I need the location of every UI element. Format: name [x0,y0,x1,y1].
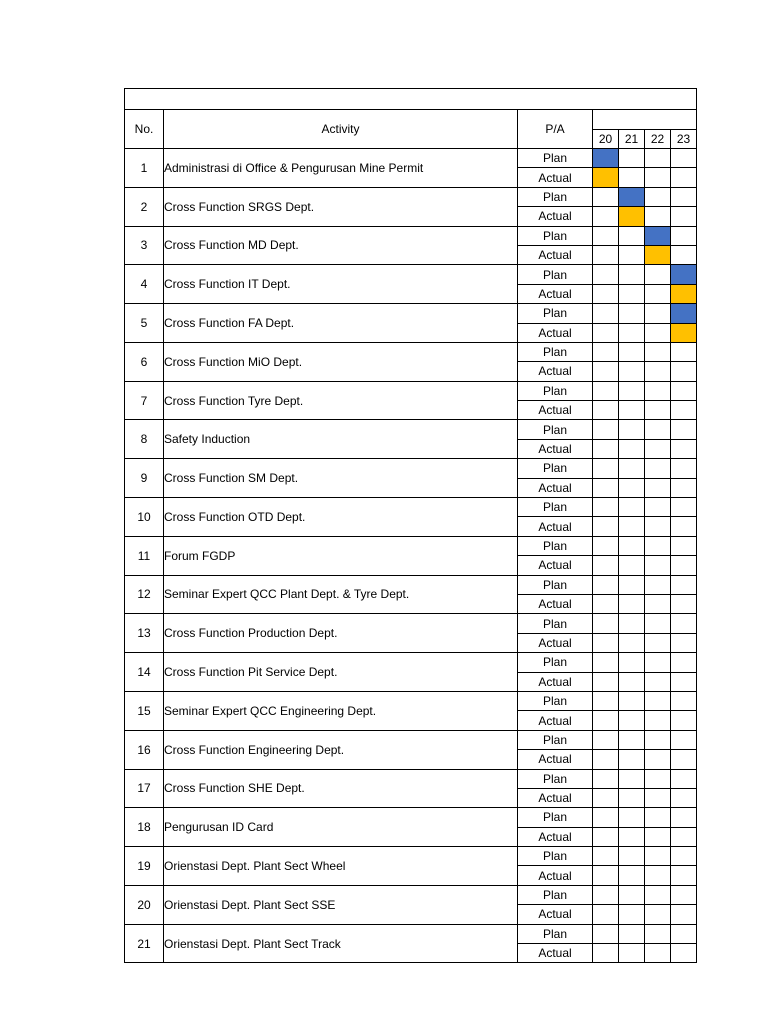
week-cell [593,847,619,866]
week-cell [619,788,645,807]
header-no: No. [125,110,164,149]
row-number: 13 [125,614,164,653]
week-cell [593,866,619,885]
plan-label: Plan [518,342,593,361]
week-cell [619,847,645,866]
week-cell [619,885,645,904]
actual-label: Actual [518,439,593,458]
week-cell [671,245,697,264]
week-cell [671,149,697,168]
week-cell [619,478,645,497]
week-cell [593,924,619,943]
week-cell [671,672,697,691]
week-cell [619,323,645,342]
actual-bar-cell [671,284,697,303]
week-cell [619,420,645,439]
table-row [125,847,697,866]
week-cell [645,498,671,517]
week-cell [619,614,645,633]
row-number: 7 [125,381,164,420]
week-cell [593,517,619,536]
week-cell [619,168,645,187]
week-cell [593,672,619,691]
week-cell [645,905,671,924]
activity-cell: Administrasi di Office & Pengurusan Mine Permit [164,149,518,188]
actual-bar-cell [619,207,645,226]
week-cell [593,614,619,633]
week-cell [645,323,671,342]
row-number: 21 [125,924,164,963]
week-cell [593,420,619,439]
week-cell [619,672,645,691]
week-cell [671,226,697,245]
week-cell [619,149,645,168]
week-cell [645,187,671,206]
week-cell [671,905,697,924]
week-cell [619,866,645,885]
header-week-group [593,110,697,130]
activity-cell: Cross Function MiO Dept. [164,342,518,381]
activity-cell: Seminar Expert QCC Plant Dept. & Tyre Dept. [164,575,518,614]
actual-label: Actual [518,401,593,420]
table-row [125,808,697,827]
week-cell [645,478,671,497]
week-cell [593,769,619,788]
week-cell [593,575,619,594]
week-cell [645,924,671,943]
week-cell [593,498,619,517]
plan-label: Plan [518,691,593,710]
week-cell [619,750,645,769]
table-row [125,420,697,439]
activity-cell: Orienstasi Dept. Plant Sect Wheel [164,847,518,886]
schedule-table [124,88,697,963]
week-header: 21 [619,130,645,149]
table-row [125,226,697,245]
week-cell [593,536,619,555]
activity-cell: Safety Induction [164,420,518,459]
row-number: 12 [125,575,164,614]
week-cell [619,711,645,730]
header-row [125,110,697,130]
actual-label: Actual [518,750,593,769]
actual-label: Actual [518,788,593,807]
week-cell [671,168,697,187]
week-header: 23 [671,130,697,149]
activity-cell: Orienstasi Dept. Plant Sect SSE [164,885,518,924]
week-cell [593,265,619,284]
week-cell [671,517,697,536]
week-cell [645,827,671,846]
plan-bar-cell [671,265,697,284]
plan-label: Plan [518,730,593,749]
week-cell [619,284,645,303]
week-cell [645,866,671,885]
week-cell [671,381,697,400]
week-cell [645,459,671,478]
week-cell [645,575,671,594]
week-cell [593,885,619,904]
activity-cell: Cross Function OTD Dept. [164,498,518,537]
week-cell [593,633,619,652]
row-number: 9 [125,459,164,498]
week-cell [645,401,671,420]
table-row [125,691,697,710]
actual-label: Actual [518,517,593,536]
plan-bar-cell [645,226,671,245]
week-header: 20 [593,130,619,149]
plan-label: Plan [518,575,593,594]
row-number: 20 [125,885,164,924]
plan-label: Plan [518,149,593,168]
week-cell [645,730,671,749]
week-cell [593,362,619,381]
table-row [125,536,697,555]
week-cell [619,498,645,517]
activity-cell: Cross Function IT Dept. [164,265,518,304]
activity-cell: Cross Function MD Dept. [164,226,518,265]
week-cell [671,614,697,633]
activity-cell: Cross Function Pit Service Dept. [164,653,518,692]
week-cell [593,207,619,226]
week-cell [645,885,671,904]
week-cell [619,536,645,555]
week-cell [619,653,645,672]
week-cell [619,575,645,594]
plan-label: Plan [518,614,593,633]
week-cell [645,769,671,788]
week-cell [619,905,645,924]
week-cell [671,439,697,458]
week-cell [593,245,619,264]
week-cell [645,362,671,381]
row-number: 5 [125,304,164,343]
week-cell [619,633,645,652]
week-cell [619,265,645,284]
actual-label: Actual [518,362,593,381]
plan-label: Plan [518,885,593,904]
plan-label: Plan [518,226,593,245]
row-number: 10 [125,498,164,537]
table-row [125,924,697,943]
week-cell [619,769,645,788]
week-cell [619,808,645,827]
activity-cell: Cross Function SM Dept. [164,459,518,498]
week-cell [645,653,671,672]
plan-label: Plan [518,653,593,672]
row-number: 15 [125,691,164,730]
week-cell [593,653,619,672]
week-cell [619,226,645,245]
actual-label: Actual [518,633,593,652]
actual-label: Actual [518,323,593,342]
week-cell [619,304,645,323]
activity-cell: Cross Function Tyre Dept. [164,381,518,420]
week-cell [645,304,671,323]
table-row [125,730,697,749]
row-number: 19 [125,847,164,886]
week-cell [671,342,697,361]
plan-label: Plan [518,381,593,400]
row-number: 16 [125,730,164,769]
row-number: 1 [125,149,164,188]
week-cell [671,536,697,555]
schedule-sheet [124,88,696,961]
week-cell [593,381,619,400]
week-cell [593,304,619,323]
week-cell [645,381,671,400]
actual-label: Actual [518,284,593,303]
week-cell [593,808,619,827]
week-cell [645,265,671,284]
week-cell [671,653,697,672]
plan-label: Plan [518,459,593,478]
week-cell [671,847,697,866]
week-cell [671,575,697,594]
week-cell [593,788,619,807]
activity-cell: Cross Function Engineering Dept. [164,730,518,769]
week-cell [619,381,645,400]
actual-label: Actual [518,944,593,963]
actual-label: Actual [518,556,593,575]
week-cell [645,284,671,303]
activity-cell: Cross Function SRGS Dept. [164,187,518,226]
header-pa: P/A [518,110,593,149]
week-cell [645,556,671,575]
table-row [125,342,697,361]
week-cell [593,730,619,749]
week-cell [645,691,671,710]
week-cell [671,750,697,769]
week-cell [671,401,697,420]
activity-cell: Cross Function SHE Dept. [164,769,518,808]
week-cell [619,556,645,575]
blank-title-row [125,89,697,110]
table-row [125,885,697,904]
table-row [125,653,697,672]
week-cell [645,808,671,827]
week-cell [671,498,697,517]
row-number: 17 [125,769,164,808]
plan-label: Plan [518,536,593,555]
week-cell [645,342,671,361]
actual-label: Actual [518,478,593,497]
row-number: 3 [125,226,164,265]
week-cell [593,827,619,846]
actual-label: Actual [518,866,593,885]
week-cell [593,556,619,575]
week-cell [645,750,671,769]
week-cell [593,284,619,303]
row-number: 4 [125,265,164,304]
week-cell [671,187,697,206]
activity-cell: Pengurusan ID Card [164,808,518,847]
week-cell [645,633,671,652]
actual-label: Actual [518,711,593,730]
week-cell [645,594,671,613]
plan-label: Plan [518,924,593,943]
week-cell [593,226,619,245]
activity-cell: Forum FGDP [164,536,518,575]
plan-label: Plan [518,498,593,517]
row-number: 6 [125,342,164,381]
plan-bar-cell [619,187,645,206]
table-row [125,381,697,400]
week-cell [619,362,645,381]
week-cell [593,401,619,420]
table-row [125,187,697,206]
week-cell [619,401,645,420]
row-number: 8 [125,420,164,459]
actual-bar-cell [645,245,671,264]
activity-cell: Cross Function FA Dept. [164,304,518,343]
week-cell [645,207,671,226]
week-cell [593,439,619,458]
week-cell [645,711,671,730]
week-cell [671,633,697,652]
plan-label: Plan [518,420,593,439]
week-cell [671,730,697,749]
week-cell [671,769,697,788]
week-cell [671,420,697,439]
table-row [125,575,697,594]
week-cell [671,711,697,730]
week-cell [671,808,697,827]
week-cell [619,827,645,846]
week-cell [593,187,619,206]
plan-bar-cell [593,149,619,168]
week-cell [619,730,645,749]
week-cell [619,439,645,458]
plan-label: Plan [518,808,593,827]
week-cell [645,614,671,633]
week-cell [671,885,697,904]
week-cell [645,944,671,963]
header-activity: Activity [164,110,518,149]
week-cell [671,459,697,478]
week-cell [645,536,671,555]
week-cell [671,207,697,226]
week-cell [593,323,619,342]
actual-label: Actual [518,672,593,691]
actual-bar-cell [671,323,697,342]
week-cell [619,459,645,478]
week-cell [619,944,645,963]
week-cell [645,847,671,866]
week-cell [671,594,697,613]
plan-label: Plan [518,769,593,788]
week-cell [619,342,645,361]
week-cell [671,556,697,575]
actual-label: Actual [518,207,593,226]
week-cell [671,827,697,846]
week-cell [619,517,645,536]
table-row [125,498,697,517]
week-cell [593,691,619,710]
actual-label: Actual [518,905,593,924]
actual-label: Actual [518,168,593,187]
week-cell [593,459,619,478]
blank-title-cell [125,89,697,110]
table-row [125,614,697,633]
activity-cell: Seminar Expert QCC Engineering Dept. [164,691,518,730]
week-cell [645,439,671,458]
plan-label: Plan [518,187,593,206]
week-cell [619,245,645,264]
week-cell [645,149,671,168]
activity-cell: Orienstasi Dept. Plant Sect Track [164,924,518,963]
week-cell [619,594,645,613]
row-number: 18 [125,808,164,847]
week-cell [671,362,697,381]
actual-label: Actual [518,594,593,613]
week-cell [593,594,619,613]
plan-label: Plan [518,304,593,323]
week-cell [671,866,697,885]
week-cell [671,691,697,710]
table-row [125,265,697,284]
week-cell [671,478,697,497]
week-cell [593,478,619,497]
row-number: 2 [125,187,164,226]
week-cell [645,788,671,807]
week-cell [645,672,671,691]
week-cell [645,517,671,536]
table-row [125,459,697,478]
week-cell [593,905,619,924]
week-cell [671,788,697,807]
table-row [125,149,697,168]
week-cell [619,691,645,710]
plan-label: Plan [518,265,593,284]
week-cell [645,420,671,439]
week-cell [593,342,619,361]
actual-label: Actual [518,827,593,846]
week-cell [645,168,671,187]
table-row [125,769,697,788]
week-cell [619,924,645,943]
plan-label: Plan [518,847,593,866]
week-cell [671,944,697,963]
activity-cell: Cross Function Production Dept. [164,614,518,653]
week-cell [593,750,619,769]
week-cell [593,711,619,730]
row-number: 11 [125,536,164,575]
actual-label: Actual [518,245,593,264]
week-cell [593,944,619,963]
actual-bar-cell [593,168,619,187]
row-number: 14 [125,653,164,692]
week-header: 22 [645,130,671,149]
table-row [125,304,697,323]
plan-bar-cell [671,304,697,323]
week-cell [671,924,697,943]
